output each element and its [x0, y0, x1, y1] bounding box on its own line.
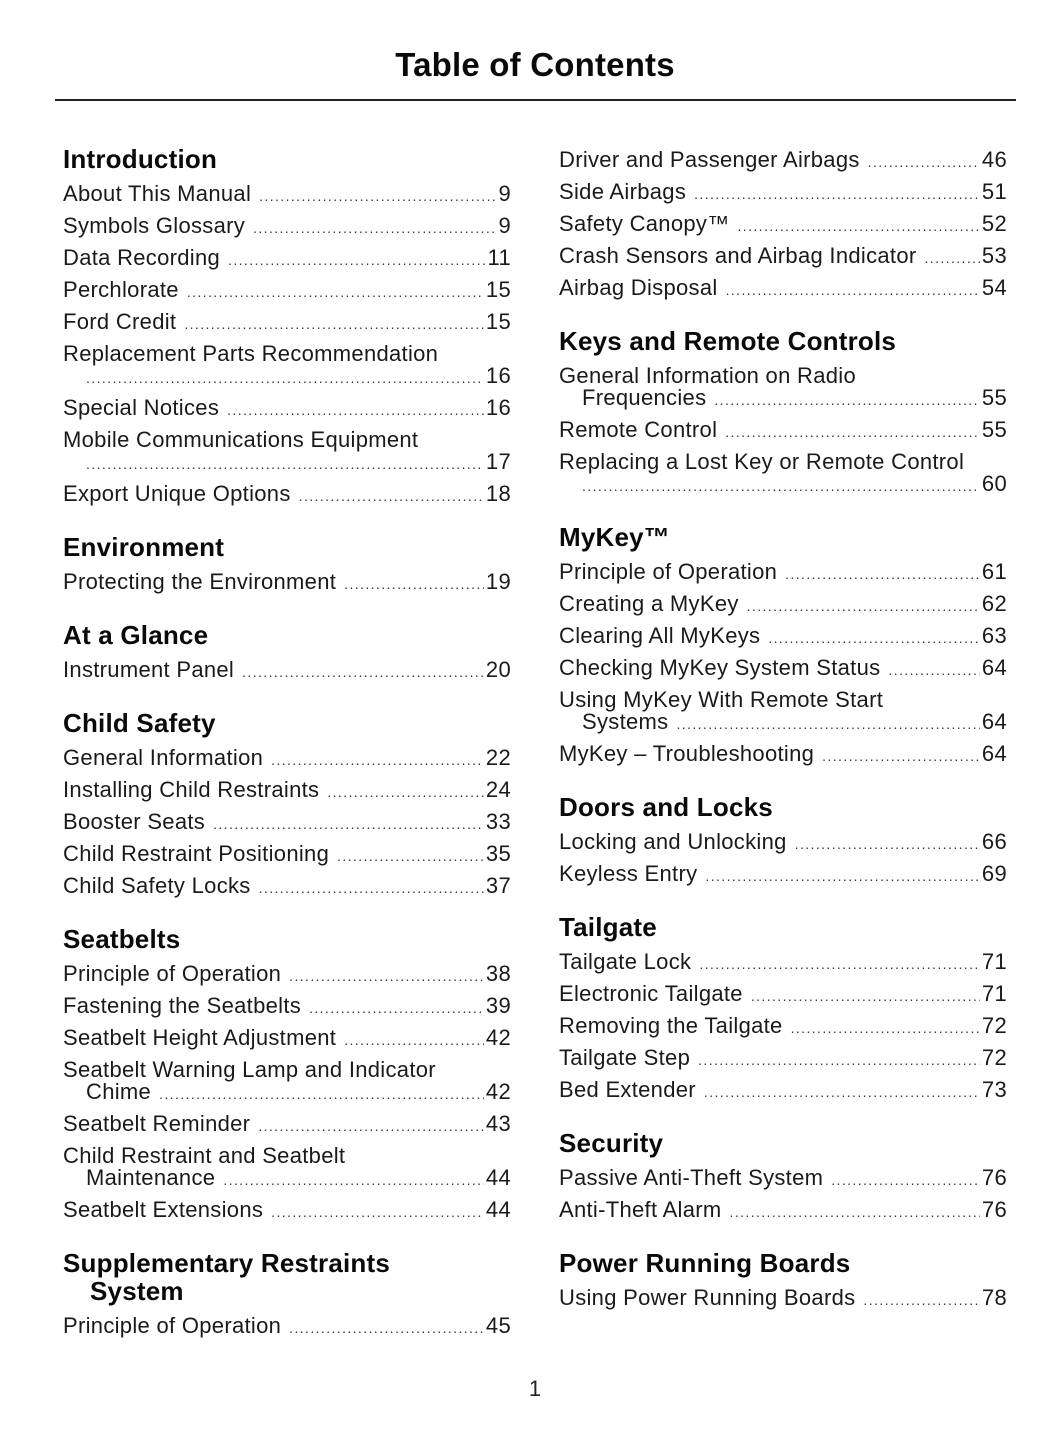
entry-title-continuation: Maintenance [86, 1165, 216, 1190]
toc-entry[interactable] [63, 275, 511, 307]
dot-leader [227, 395, 484, 425]
toc-section-doors-and-locks [559, 793, 1007, 891]
toc-entry[interactable] [559, 1011, 1007, 1043]
section-spacer [559, 1107, 1007, 1129]
entry-page-number: 55 [981, 385, 1007, 410]
entry-page-number: 78 [981, 1285, 1007, 1310]
entry-title: Seatbelt Reminder [63, 1111, 251, 1136]
entry-page-number: 35 [485, 841, 511, 866]
entry-title: MyKey – Troubleshooting [559, 741, 815, 766]
section-spacer [559, 771, 1007, 793]
entry-page-number: 72 [981, 1045, 1007, 1070]
entry-page-number: 15 [485, 277, 511, 302]
toc-entry[interactable] [63, 179, 511, 211]
toc-left-column [63, 145, 511, 1343]
section-heading-text: Keys and Remote Controls [559, 326, 897, 356]
entry-title: Ford Credit [63, 309, 177, 334]
entry-title: Child Restraint and Seatbelt [63, 1143, 346, 1168]
toc-entry[interactable] [559, 739, 1007, 771]
entry-title: Mobile Communications Equipment [63, 427, 419, 452]
section-heading[interactable] [559, 523, 1007, 551]
dot-leader [259, 873, 484, 903]
entry-page-number: 42 [485, 1025, 511, 1050]
section-heading-text: Supplementary Restraints [63, 1248, 391, 1278]
page-number: 1 [528, 1376, 542, 1401]
toc-right-column [559, 145, 1007, 1315]
toc-entry[interactable] [63, 959, 511, 991]
entry-page-number: 44 [485, 1197, 511, 1222]
entry-title: Data Recording [63, 245, 221, 270]
toc-section-power-running-boards [559, 1249, 1007, 1315]
section-heading[interactable] [63, 709, 511, 737]
entry-page-number: 72 [981, 1013, 1007, 1038]
entry-page-number: 60 [981, 471, 1007, 496]
entry-continuation-line [559, 473, 1007, 497]
toc-section-at-a-glance [63, 621, 511, 687]
entry-title: Remote Control [559, 417, 718, 442]
toc-section-keys-and-remote-controls [559, 327, 1007, 501]
entry-page-number: 55 [981, 417, 1007, 442]
dot-leader [289, 1313, 484, 1343]
toc-section-seatbelts [63, 925, 511, 1227]
entry-continuation-line [63, 1081, 511, 1105]
entry-page-number: 37 [485, 873, 511, 898]
dot-leader [289, 961, 484, 991]
entry-title: Principle of Operation [559, 559, 778, 584]
toc-entry[interactable] [63, 655, 511, 687]
dot-leader [725, 417, 980, 447]
section-heading[interactable] [559, 1249, 1007, 1277]
dot-leader [738, 211, 980, 241]
toc-entry[interactable] [559, 1075, 1007, 1107]
entry-title: Principle of Operation [63, 1313, 282, 1338]
entry-title: Booster Seats [63, 809, 206, 834]
dot-leader [184, 309, 484, 339]
entry-page-number: 51 [981, 179, 1007, 204]
toc-entry[interactable] [559, 177, 1007, 209]
toc-entry[interactable] [63, 775, 511, 807]
section-spacer [63, 903, 511, 925]
entry-page-number: 9 [498, 181, 511, 206]
entry-page-number: 63 [981, 623, 1007, 648]
section-heading-text: Child Safety [63, 708, 216, 738]
dot-leader [86, 367, 484, 389]
toc-section-supplementary-restraints [63, 1249, 511, 1343]
entry-title-continuation: Frequencies [582, 385, 707, 410]
section-heading[interactable] [559, 913, 1007, 941]
toc-entry[interactable] [559, 859, 1007, 891]
section-spacer [63, 1227, 511, 1249]
entry-continuation-line [63, 451, 511, 475]
entry-title: Special Notices [63, 395, 220, 420]
entry-page-number: 11 [487, 245, 511, 270]
section-heading-continuation: System [90, 1276, 184, 1306]
entry-page-number: 62 [981, 591, 1007, 616]
entry-title: General Information [63, 745, 264, 770]
entry-page-number: 42 [485, 1079, 511, 1104]
toc-entry[interactable] [559, 947, 1007, 979]
dot-leader [863, 1285, 980, 1315]
section-heading-text: At a Glance [63, 620, 209, 650]
dot-leader [253, 213, 496, 243]
dot-leader [791, 1013, 980, 1043]
dot-leader [337, 841, 484, 871]
entry-page-number: 22 [485, 745, 511, 770]
entry-title: Using MyKey With Remote Start [559, 687, 884, 712]
entry-page-number: 39 [485, 993, 511, 1018]
toc-entry[interactable] [63, 339, 511, 393]
entry-title: Child Safety Locks [63, 873, 251, 898]
entry-page-number: 45 [485, 1313, 511, 1338]
dot-leader [888, 655, 980, 685]
toc-entry[interactable] [63, 871, 511, 903]
entry-title: Perchlorate [63, 277, 179, 302]
toc-entry[interactable] [559, 1043, 1007, 1075]
entry-page-number: 76 [981, 1165, 1007, 1190]
section-heading[interactable] [63, 1249, 511, 1305]
toc-section-tailgate [559, 913, 1007, 1107]
entry-page-number: 9 [498, 213, 511, 238]
entry-title: Safety Canopy™ [559, 211, 730, 236]
entry-page-number: 16 [485, 395, 511, 420]
entry-title: Electronic Tailgate [559, 981, 743, 1006]
entry-page-number: 38 [485, 961, 511, 986]
dot-leader [676, 713, 979, 735]
toc-entry[interactable] [63, 743, 511, 775]
toc-entry[interactable] [559, 653, 1007, 685]
dot-leader [822, 741, 980, 771]
toc-entry[interactable] [63, 807, 511, 839]
section-heading-text: Security [559, 1128, 664, 1158]
toc-entry[interactable] [559, 273, 1007, 305]
toc-entry[interactable] [63, 425, 511, 479]
entry-title: Tailgate Lock [559, 949, 692, 974]
entry-title: Crash Sensors and Airbag Indicator [559, 243, 917, 268]
toc-entry[interactable] [63, 1055, 511, 1109]
section-spacer [559, 891, 1007, 913]
toc-section-introduction [63, 145, 511, 511]
toc-entry[interactable] [559, 415, 1007, 447]
section-heading[interactable] [63, 925, 511, 953]
entry-title: Removing the Tailgate [559, 1013, 783, 1038]
toc-entry[interactable] [559, 621, 1007, 653]
dot-leader [694, 179, 980, 209]
entry-title: Protecting the Environment [63, 569, 337, 594]
entry-title: General Information on Radio [559, 363, 857, 388]
toc-entry[interactable] [559, 241, 1007, 273]
entry-title: Seatbelt Height Adjustment [63, 1025, 337, 1050]
dot-leader [768, 623, 980, 653]
section-heading[interactable] [63, 621, 511, 649]
toc-entry[interactable] [559, 557, 1007, 589]
entry-page-number: 16 [485, 363, 511, 388]
entry-page-number: 20 [485, 657, 511, 682]
page-title: Table of Contents [395, 46, 675, 83]
entry-page-number: 33 [485, 809, 511, 834]
entry-continuation-line [63, 1167, 511, 1191]
section-heading-text: Doors and Locks [559, 792, 773, 822]
toc-entry[interactable] [63, 243, 511, 275]
toc-entry[interactable] [559, 447, 1007, 501]
entry-title: Principle of Operation [63, 961, 282, 986]
entry-title: Seatbelt Extensions [63, 1197, 264, 1222]
entry-title: Using Power Running Boards [559, 1285, 856, 1310]
section-spacer [63, 599, 511, 621]
entry-title: Symbols Glossary [63, 213, 246, 238]
entry-page-number: 66 [981, 829, 1007, 854]
dot-leader [223, 1169, 484, 1191]
dot-leader [242, 657, 484, 687]
toc-section-security [559, 1129, 1007, 1227]
title-divider [55, 99, 1016, 101]
dot-leader [795, 829, 980, 859]
entry-page-number: 53 [981, 243, 1007, 268]
toc-section-child-safety [63, 709, 511, 903]
dot-leader [187, 277, 484, 307]
toc-section-environment [63, 533, 511, 599]
entry-title: Tailgate Step [559, 1045, 691, 1070]
dot-leader [271, 1197, 484, 1227]
entry-title: Airbag Disposal [559, 275, 718, 300]
entry-page-number: 64 [981, 709, 1007, 734]
toc-entry[interactable] [559, 827, 1007, 859]
section-spacer [63, 687, 511, 709]
entry-title: Anti-Theft Alarm [559, 1197, 722, 1222]
toc-entry[interactable] [63, 1023, 511, 1055]
toc-entry[interactable] [559, 361, 1007, 415]
entry-title: Replacing a Lost Key or Remote Control [559, 449, 965, 474]
section-heading-text: Seatbelts [63, 924, 181, 954]
dot-leader [159, 1083, 484, 1105]
dot-leader [747, 591, 980, 621]
entry-title: Seatbelt Warning Lamp and Indicator [63, 1057, 436, 1082]
dot-leader [213, 809, 484, 839]
dot-leader [258, 1111, 484, 1141]
toc-entry[interactable] [63, 1311, 511, 1343]
toc-entry[interactable] [63, 567, 511, 599]
entry-page-number: 24 [485, 777, 511, 802]
entry-page-number: 71 [981, 949, 1007, 974]
entry-title: Locking and Unlocking [559, 829, 787, 854]
dot-leader [309, 993, 484, 1023]
entry-page-number: 54 [981, 275, 1007, 300]
entry-page-number: 64 [981, 741, 1007, 766]
section-spacer [559, 1227, 1007, 1249]
section-heading-text: MyKey™ [559, 522, 671, 552]
entry-page-number: 52 [981, 211, 1007, 236]
toc-entry[interactable] [63, 839, 511, 871]
toc-entry[interactable] [559, 589, 1007, 621]
section-heading[interactable] [63, 533, 511, 561]
section-spacer [559, 501, 1007, 523]
entry-title: Bed Extender [559, 1077, 696, 1102]
toc-entry[interactable] [63, 1141, 511, 1195]
toc-section-mykey [559, 523, 1007, 771]
dot-leader [271, 745, 484, 775]
toc-section-continued [559, 145, 1007, 305]
entry-page-number: 71 [981, 981, 1007, 1006]
dot-leader [704, 1077, 980, 1107]
entry-page-number: 43 [485, 1111, 511, 1136]
dot-leader [730, 1197, 980, 1227]
section-heading[interactable] [559, 1129, 1007, 1157]
dot-leader [228, 245, 485, 275]
dot-leader [582, 475, 980, 497]
toc-entry[interactable] [559, 1195, 1007, 1227]
section-heading-text: Tailgate [559, 912, 657, 942]
entry-title-continuation: Systems [582, 709, 669, 734]
toc-entry[interactable] [559, 1283, 1007, 1315]
entry-title: Checking MyKey System Status [559, 655, 881, 680]
toc-entry[interactable] [63, 393, 511, 425]
entry-page-number: 15 [485, 309, 511, 334]
dot-leader [705, 861, 980, 891]
entry-page-number: 18 [485, 481, 511, 506]
section-heading[interactable] [63, 145, 511, 173]
section-spacer [63, 511, 511, 533]
section-heading[interactable] [559, 793, 1007, 821]
dot-leader [751, 981, 980, 1011]
entry-page-number: 64 [981, 655, 1007, 680]
entry-title: Instrument Panel [63, 657, 235, 682]
entry-title: Keyless Entry [559, 861, 698, 886]
section-heading[interactable] [559, 327, 1007, 355]
toc-entry[interactable] [63, 307, 511, 339]
dot-leader [86, 453, 484, 475]
entry-page-number: 61 [981, 559, 1007, 584]
dot-leader [785, 559, 980, 589]
dot-leader [868, 147, 980, 177]
dot-leader [299, 481, 484, 511]
dot-leader [327, 777, 484, 807]
entry-page-number: 73 [981, 1077, 1007, 1102]
entry-page-number: 44 [485, 1165, 511, 1190]
entry-title: Fastening the Seatbelts [63, 993, 302, 1018]
section-heading-text: Introduction [63, 144, 218, 174]
entry-page-number: 17 [485, 449, 511, 474]
entry-continuation-line [559, 387, 1007, 411]
toc-entry[interactable] [63, 1195, 511, 1227]
dot-leader [726, 275, 980, 305]
entry-page-number: 69 [981, 861, 1007, 886]
toc-entry[interactable] [559, 1163, 1007, 1195]
toc-entry[interactable] [559, 209, 1007, 241]
entry-page-number: 76 [981, 1197, 1007, 1222]
entry-title: Installing Child Restraints [63, 777, 320, 802]
dot-leader [698, 1045, 980, 1075]
dot-leader [344, 1025, 484, 1055]
toc-entry[interactable] [559, 685, 1007, 739]
dot-leader [714, 389, 980, 411]
dot-leader [259, 181, 496, 211]
entry-page-number: 19 [485, 569, 511, 594]
section-heading-text: Environment [63, 532, 225, 562]
toc-entry[interactable] [63, 211, 511, 243]
dot-leader [925, 243, 980, 273]
toc-entry[interactable] [63, 1109, 511, 1141]
dot-leader [344, 569, 484, 599]
entry-title: Replacement Parts Recommendation [63, 341, 439, 366]
dot-leader [831, 1165, 980, 1195]
entry-title: Child Restraint Positioning [63, 841, 330, 866]
entry-title: Export Unique Options [63, 481, 291, 506]
entry-page-number: 46 [981, 147, 1007, 172]
entry-title: About This Manual [63, 181, 252, 206]
toc-entry[interactable] [559, 145, 1007, 177]
entry-title: Side Airbags [559, 179, 687, 204]
section-spacer [559, 305, 1007, 327]
entry-title: Clearing All MyKeys [559, 623, 761, 648]
dot-leader [699, 949, 980, 979]
entry-title: Passive Anti-Theft System [559, 1165, 824, 1190]
section-heading-text: Power Running Boards [559, 1248, 851, 1278]
toc-entry[interactable] [559, 979, 1007, 1011]
toc-entry[interactable] [63, 479, 511, 511]
entry-continuation-line [63, 365, 511, 389]
entry-continuation-line [559, 711, 1007, 735]
toc-entry[interactable] [63, 991, 511, 1023]
entry-title-continuation: Chime [86, 1079, 152, 1104]
entry-title: Driver and Passenger Airbags [559, 147, 860, 172]
entry-title: Creating a MyKey [559, 591, 739, 616]
